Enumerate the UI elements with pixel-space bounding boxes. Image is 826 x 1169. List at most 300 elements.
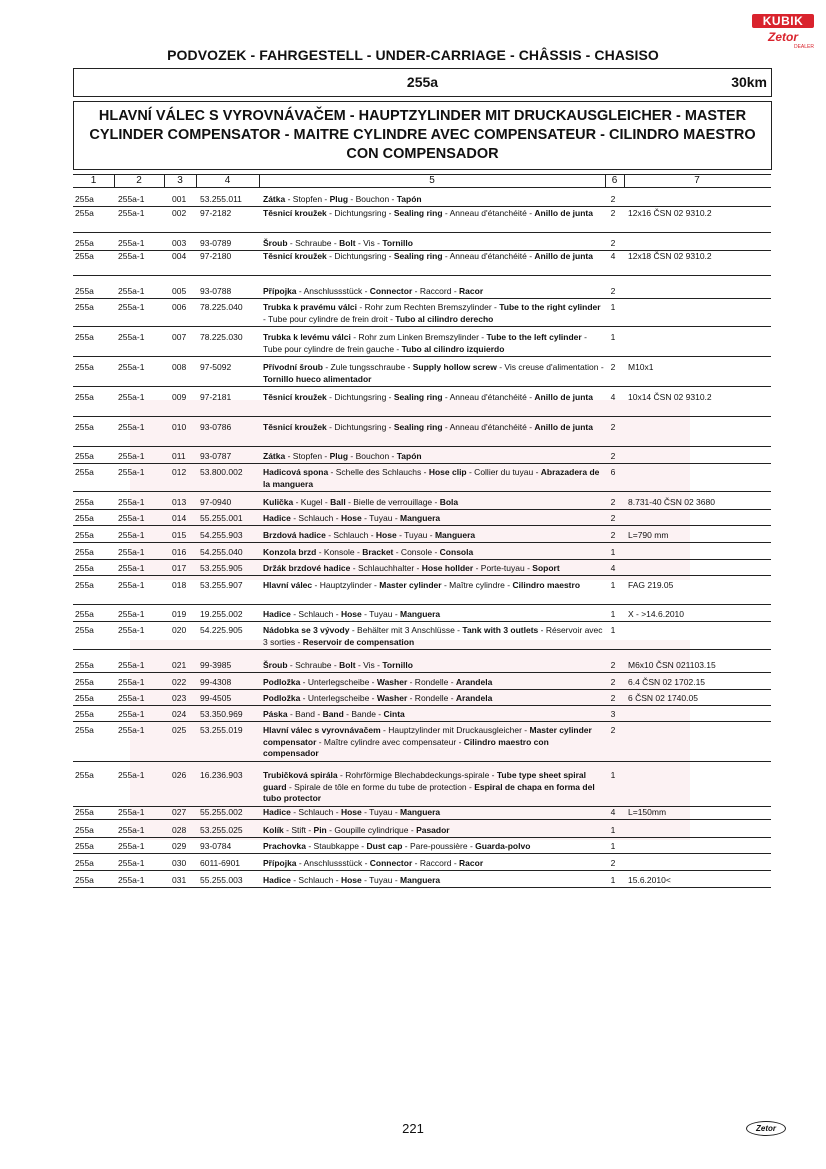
cell-c1: 255a [75,677,94,687]
cell-c2: 255a-1 [118,563,145,573]
column-header-2: 2 [114,175,165,187]
cell-c3: 021 [172,660,187,670]
description-bold: Band [322,709,344,719]
cell-c4: 97-0940 [200,497,232,507]
row-divider [73,819,771,820]
cell-c4: 53.255.019 [200,725,243,735]
cell-description [263,422,605,434]
cell-description [263,332,605,355]
cell-note: L=150mm [628,807,667,817]
description-text: - Dichtungsring - [326,208,394,218]
cell-c2: 255a-1 [118,251,145,261]
cell-quantity: 2 [610,725,616,735]
cell-c2: 255a-1 [118,625,145,635]
row-divider [73,705,771,706]
description-text: - Schraube - [287,660,340,670]
description-bold: Tube type sheet spiral guard [263,770,586,792]
cell-c3: 016 [172,547,187,557]
description-bold: Pin [313,825,327,835]
cell-note: 6.4 ČSN 02 1702.15 [628,677,706,687]
cell-c2: 255a-1 [118,422,145,432]
description-bold: Šroub [263,660,288,670]
cell-description [263,238,605,250]
cell-description [263,660,605,672]
description-bold: Přípojka [263,858,297,868]
cell-description [263,825,605,837]
cell-quantity: 2 [610,422,616,432]
description-bold: Hlavní válec [263,580,313,590]
cell-c2: 255a-1 [118,841,145,851]
description-text: - Bouchon - [348,194,397,204]
cell-quantity: 1 [610,547,616,557]
cell-c3: 017 [172,563,187,573]
description-text: - Maître cylindre - [441,580,513,590]
cell-c1: 255a [75,497,94,507]
cell-c2: 255a-1 [118,875,145,885]
row-divider [73,853,771,854]
description-text: - Raccord - [412,858,460,868]
cell-c4: 99-4308 [200,677,232,687]
description-bold: Soport [532,563,560,573]
cell-quantity: 2 [610,530,616,540]
row-divider [73,721,771,722]
description-bold: Plug [329,194,349,204]
description-bold: Ball [330,497,346,507]
cell-c2: 255a-1 [118,547,145,557]
cell-c1: 255a [75,609,94,619]
cell-c2: 255a-1 [118,208,145,218]
cell-c2: 255a-1 [118,467,145,477]
cell-c3: 004 [172,251,187,261]
description-bold: Manguera [434,530,476,540]
description-bold: Těsnicí kroužek [263,392,327,402]
cell-c2: 255a-1 [118,332,145,342]
description-bold: Master cylinder compensator [263,725,592,747]
description-bold: Sealing ring [393,392,443,402]
description-bold: Abrazadera de la manguera [263,467,600,489]
description-text: - Kugel - [293,497,331,507]
description-text: - Unterlegscheibe - [300,693,377,703]
cell-c4: 53.255.025 [200,825,243,835]
description-bold: Hadice [263,609,291,619]
description-text: - Schlauch - [290,513,341,523]
cell-note: 10x14 ČSN 02 9310.2 [628,392,712,402]
cell-c3: 029 [172,841,187,851]
cell-c1: 255a [75,451,94,461]
row-divider [73,298,771,299]
cell-c3: 023 [172,693,187,703]
cell-c1: 255a [75,302,94,312]
cell-c2: 255a-1 [118,770,145,780]
row-divider [73,837,771,838]
description-bold: Kolík [263,825,284,835]
description-bold: Bolt [339,238,356,248]
description-bold: Podložka [263,693,301,703]
column-header-4: 4 [196,175,260,187]
description-text: - Vis - [355,660,383,670]
row-divider [73,326,771,327]
description-text: - Pare-poussière - [402,841,476,851]
cell-c3: 003 [172,238,187,248]
description-bold: Hadicová spona [263,467,329,477]
description-bold: Tornillo hueco alimentador [263,373,372,384]
cell-quantity: 2 [610,693,616,703]
description-bold: Manguera [400,807,441,817]
cell-c2: 255a-1 [118,858,145,868]
cell-quantity: 2 [610,286,616,296]
cell-description [263,497,605,509]
description-text: - Réservoir avec 3 sorties - [263,625,603,647]
cell-c3: 011 [172,451,186,461]
cell-description [263,609,605,621]
cell-c4: 54.225.905 [200,625,243,635]
cell-c1: 255a [75,770,94,780]
cell-c1: 255a [75,858,94,868]
cell-quantity: 2 [610,362,616,372]
description-bold: Consola [439,547,474,557]
cell-c2: 255a-1 [118,286,145,296]
cell-description [263,286,605,298]
description-bold: Těsnicí kroužek [263,208,327,218]
description-bold: Tube to the right cylinder [499,302,601,312]
cell-c1: 255a [75,660,94,670]
description-bold: Manguera [400,513,441,523]
description-text: - Konsole - [316,547,363,557]
cell-note: M10x1 [628,362,654,372]
cell-c3: 013 [172,497,187,507]
description-bold: Reservoir de compensation [302,636,415,647]
description-text: - Tuyau - [396,530,435,540]
cell-c3: 008 [172,362,187,372]
cell-quantity: 1 [610,332,616,342]
description-bold: Brzdová hadice [263,530,326,540]
logo-zetor-text: Zetor [768,30,798,44]
description-text: - Zule tungsschraube - [322,362,413,372]
cell-c3: 007 [172,332,187,342]
description-text: - Goupille cylindrique - [326,825,417,835]
description-bold: Hose [340,807,362,817]
description-bold: Arandela [455,693,493,703]
cell-description [263,251,605,263]
description-bold: Hose [340,513,362,523]
logo-kubik-text: KUBIK [752,14,814,28]
cell-c3: 006 [172,302,187,312]
description-bold: Cilindro maestro [512,580,581,590]
row-divider [73,491,771,492]
description-bold: Hadice [263,807,291,817]
description-text: - Spirale de tôle en forme du tube de protection - [286,781,475,792]
cell-c3: 024 [172,709,187,719]
group-title: HLAVNÍ VÁLEC S VYROVNÁVAČEM - HAUPTZYLINDER MIT DRUCKAUSGLEICHER - MASTER CYLINDER COMPENSATOR - MAITRE CYLINDRE AVEC COMPENSATEUR - CILINDRO MAESTRO CON COMPENSADOR [89,108,756,162]
cell-c4: 78.225.030 [200,332,243,342]
description-bold: Cinta [383,709,405,719]
description-text: - Bande - [343,709,384,719]
description-bold: Těsnicí kroužek [263,422,327,432]
cell-c1: 255a [75,467,94,477]
cell-quantity: 2 [610,451,616,461]
cell-description [263,208,605,220]
description-bold: Nádobka se 3 vývody [263,625,350,635]
cell-c1: 255a [75,286,94,296]
description-bold: Těsnicí kroužek [263,251,327,261]
row-divider [73,604,771,605]
cell-c1: 255a [75,422,94,432]
description-text: - Stift - [283,825,314,835]
description-bold: Hose [340,875,362,885]
cell-c1: 255a [75,875,94,885]
description-text: - Schlauch - [290,609,341,619]
cell-c1: 255a [75,513,94,523]
description-bold: Guarda-polvo [475,841,531,851]
cell-quantity: 2 [610,238,616,248]
cell-c4: 55.255.002 [200,807,243,817]
description-text: - Rondelle - [407,693,456,703]
row-divider [73,575,771,576]
cell-description [263,625,605,648]
description-bold: Kulička [263,497,294,507]
description-bold: Tapón [396,194,422,204]
description-bold: Držák brzdové hadice [263,563,351,573]
column-header-3: 3 [164,175,197,187]
description-text: - Schlauch - [290,875,341,885]
cell-c4: 54.255.903 [200,530,243,540]
cell-quantity: 2 [610,497,616,507]
description-bold: Sealing ring [393,422,443,432]
cell-c4: 99-4505 [200,693,232,703]
description-text: - Tube pour cylindre de frein gauche - [263,332,587,354]
cell-c4: 53.255.907 [200,580,243,590]
description-text: - Hauptzylinder mit Druckausgleicher - [380,725,530,735]
description-text: - Stopfen - [285,194,330,204]
cell-description [263,677,605,689]
cell-c3: 027 [172,807,187,817]
cell-c1: 255a [75,362,94,372]
description-bold: Tornillo [382,238,413,248]
cell-quantity: 2 [610,858,616,868]
cell-c4: 53.255.905 [200,563,243,573]
description-text: - Vis - [355,238,383,248]
group-title-box [73,101,772,170]
description-text: - Stopfen - [285,451,330,461]
cell-c1: 255a [75,563,94,573]
cell-c1: 255a [75,625,94,635]
cell-note: 8.731-40 ČSN 02 3680 [628,497,715,507]
cell-c4: 97-5092 [200,362,232,372]
description-bold: Hose [340,609,362,619]
cell-quantity: 2 [610,194,616,204]
row-divider [73,761,771,762]
column-header-5: 5 [259,175,606,187]
cell-description [263,563,605,575]
description-bold: Tornillo [382,660,413,670]
description-text: - Staubkappe - [306,841,367,851]
cell-description [263,467,605,490]
cell-note: 12x18 ČSN 02 9310.2 [628,251,712,261]
row-divider [73,542,771,543]
cell-description [263,841,605,853]
description-bold: Espiral de chapa en forma del tubo protector [263,781,595,803]
cell-quantity: 1 [610,825,616,835]
description-text: - Bielle de verrouillage - [345,497,440,507]
description-text: - Raccord - [412,286,460,296]
cell-c4: 53.255.011 [200,194,242,204]
cell-note: L=790 mm [628,530,669,540]
cell-description [263,530,605,542]
description-text: - Tuyau - [361,875,401,885]
cell-c3: 026 [172,770,187,780]
row-divider [73,525,771,526]
cell-description [263,302,605,325]
description-bold: Cilindro maestro con compensador [263,736,549,758]
cell-c3: 014 [172,513,187,523]
cell-quantity: 2 [610,660,616,670]
cell-c2: 255a-1 [118,194,145,204]
description-bold: Dust cap [366,841,403,851]
description-bold: Trubka k pravému válci [263,302,358,312]
row-divider [73,232,771,233]
cell-c2: 255a-1 [118,238,145,248]
description-text: - Console - [393,547,440,557]
cell-note: 6 ČSN 02 1740.05 [628,693,698,703]
cell-c4: 97-2182 [200,208,232,218]
description-bold: Washer [376,693,408,703]
cell-description [263,362,605,385]
description-bold: Bracket [362,547,394,557]
description-bold: Trubičková spirála [263,770,338,780]
cell-c1: 255a [75,530,94,540]
cell-c4: 97-2180 [200,251,232,261]
row-divider [73,649,771,650]
cell-c4: 93-0788 [200,286,232,296]
cell-c1: 255a [75,208,94,218]
cell-c2: 255a-1 [118,609,145,619]
cell-c4: 54.255.040 [200,547,243,557]
cell-c4: 93-0784 [200,841,232,851]
cell-description [263,875,605,887]
description-bold: Hadice [263,513,291,523]
row-divider [73,509,771,510]
description-text: - Behälter mit 3 Anschlüsse - [349,625,463,635]
description-text: - Dichtungsring - [326,422,394,432]
cell-c1: 255a [75,807,94,817]
column-header-6: 6 [605,175,625,187]
row-divider [73,206,771,207]
description-bold: Racor [459,286,484,296]
cell-c3: 005 [172,286,187,296]
description-bold: Manguera [400,609,441,619]
cell-c4: 6011-6901 [200,858,241,868]
cell-c3: 025 [172,725,187,735]
description-text: - Hauptzylinder - [312,580,380,590]
description-bold: Bolt [339,660,356,670]
cell-quantity: 1 [610,609,616,619]
cell-quantity: 2 [610,513,616,523]
cell-c2: 255a-1 [118,725,145,735]
cell-c4: 55.255.001 [200,513,243,523]
description-text: - Unterlegscheibe - [300,677,377,687]
description-text: - Anneau d'étanchéité - [442,251,535,261]
cell-quantity: 2 [610,208,616,218]
cell-quantity: 3 [610,709,616,719]
description-text: - Tuyau - [361,609,401,619]
cell-quantity: 1 [610,580,616,590]
description-bold: Tapón [396,451,422,461]
cell-c3: 009 [172,392,187,402]
cell-c4: 97-2181 [200,392,232,402]
description-bold: Anillo de junta [534,251,593,261]
cell-c2: 255a-1 [118,530,145,540]
description-bold: Hadice [263,875,291,885]
cell-c2: 255a-1 [118,362,145,372]
row-divider [73,463,771,464]
cell-c3: 018 [172,580,187,590]
cell-quantity: 1 [610,625,616,635]
description-bold: Zátka [263,451,286,461]
cell-description [263,580,605,592]
cell-c3: 031 [172,875,187,885]
cell-c4: 93-0786 [200,422,232,432]
description-bold: Hlavní válec s vyrovnávačem [263,725,381,735]
cell-description [263,858,605,870]
row-divider [73,870,771,871]
description-text: - Bouchon - [348,451,397,461]
cell-quantity: 1 [610,302,616,312]
cell-c4: 93-0787 [200,451,232,461]
cell-c1: 255a [75,580,94,590]
cell-c4: 99-3985 [200,660,232,670]
row-divider [73,386,771,387]
cell-c2: 255a-1 [118,660,145,670]
description-bold: Podložka [263,677,301,687]
description-text: - Collier du tuyau - [466,467,541,477]
cell-c1: 255a [75,693,94,703]
cell-description [263,451,605,463]
cell-c3: 030 [172,858,187,868]
cell-c3: 001 [172,194,187,204]
cell-quantity: 1 [610,875,616,885]
cell-c4: 53.350.969 [200,709,243,719]
description-text: - Porte-tuyau - [473,563,533,573]
cell-c3: 019 [172,609,187,619]
cell-c4: 93-0789 [200,238,232,248]
cell-description [263,709,605,721]
cell-note: 12x16 ČSN 02 9310.2 [628,208,712,218]
description-text: - Rohr zum Linken Bremszylinder - [350,332,487,342]
cell-c4: 53.800.002 [200,467,243,477]
cell-c1: 255a [75,725,94,735]
cell-quantity: 1 [610,770,616,780]
cell-c1: 255a [75,841,94,851]
description-text: - Schlauchhalter - [350,563,422,573]
description-bold: Přípojka [263,286,297,296]
cell-c2: 255a-1 [118,451,145,461]
description-bold: Hose [375,530,397,540]
cell-c2: 255a-1 [118,693,145,703]
row-divider [73,275,771,276]
cell-c1: 255a [75,238,94,248]
description-text: - Tuyau - [361,513,401,523]
description-text: - Vis creuse d'alimentation - [496,362,604,372]
cell-c3: 010 [172,422,187,432]
cell-note: X - >14.6.2010 [628,609,685,619]
cell-description [263,392,605,404]
description-bold: Konzola brzd [263,547,317,557]
cell-c2: 255a-1 [118,825,145,835]
cell-c1: 255a [75,547,94,557]
description-text: - Dichtungsring - [326,392,394,402]
logo-dealer-text: DEALER [793,44,814,50]
description-text: - Rohr zum Rechten Bremszylinder - [357,302,500,312]
